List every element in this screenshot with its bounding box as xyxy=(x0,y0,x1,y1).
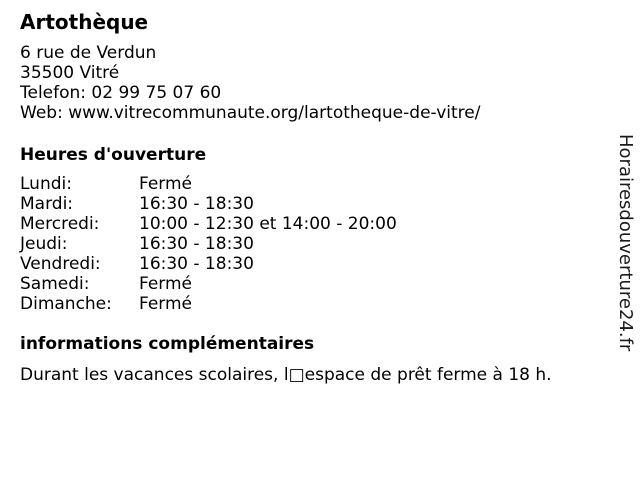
additional-info-text: Durant les vacances scolaires, l□espace de prêt ferme à 18 h. xyxy=(20,365,552,385)
address-city: 35500 Vitré xyxy=(20,63,120,83)
phone-line: Telefon: 02 99 75 07 60 xyxy=(20,83,222,103)
address-street: 6 rue de Verdun xyxy=(20,43,157,63)
hours-row-thursday xyxy=(20,234,397,254)
day-hours: Fermé xyxy=(139,174,193,194)
hours-row-saturday xyxy=(20,274,397,294)
day-label: Samedi: xyxy=(20,274,90,294)
day-label: Mercredi: xyxy=(20,214,100,234)
web-line: Web: www.vitrecommunaute.org/lartotheque-de-vitre/ xyxy=(20,103,481,123)
hours-row-monday xyxy=(20,174,397,194)
day-label: Jeudi: xyxy=(20,234,68,254)
day-label: Vendredi: xyxy=(20,254,101,274)
opening-hours-heading: Heures d'ouverture xyxy=(20,145,207,165)
hours-row-wednesday xyxy=(20,214,397,234)
day-label: Lundi: xyxy=(20,174,72,194)
opening-hours-table xyxy=(20,174,397,314)
hours-row-tuesday xyxy=(20,194,397,214)
hours-row-sunday xyxy=(20,294,397,314)
day-hours: Fermé xyxy=(139,294,193,314)
site-watermark: Horairesdouverture24.fr xyxy=(615,134,636,352)
day-hours: 10:00 - 12:30 et 14:00 - 20:00 xyxy=(139,214,397,234)
venue-address xyxy=(20,43,480,123)
day-hours: 16:30 - 18:30 xyxy=(139,194,254,214)
day-hours: 16:30 - 18:30 xyxy=(139,234,254,254)
day-hours: Fermé xyxy=(139,274,193,294)
day-label: Mardi: xyxy=(20,194,74,214)
hours-row-friday xyxy=(20,254,397,274)
day-label: Dimanche: xyxy=(20,294,112,314)
venue-title: Artothèque xyxy=(20,10,149,34)
additional-info-heading: informations complémentaires xyxy=(20,334,315,354)
day-hours: 16:30 - 18:30 xyxy=(139,254,254,274)
